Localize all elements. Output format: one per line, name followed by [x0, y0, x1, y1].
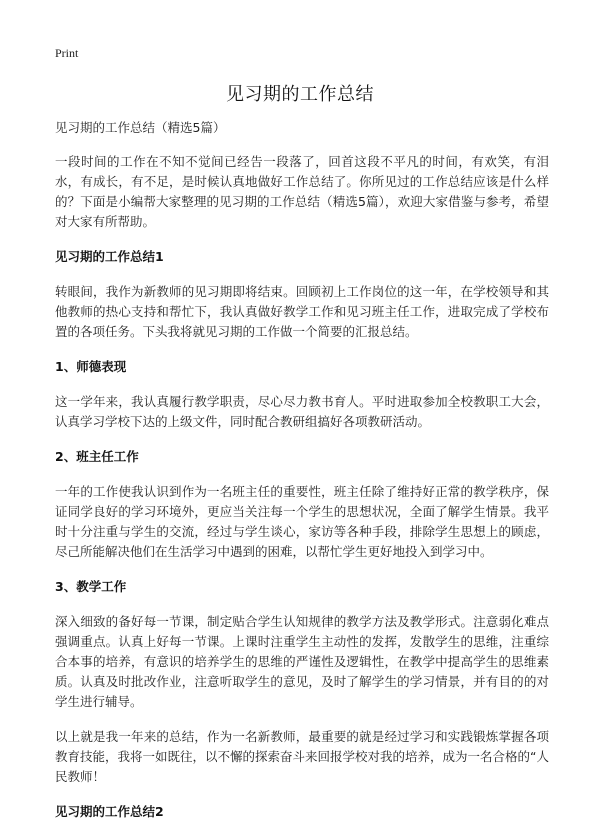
- item-1-heading: 1、师德表现: [55, 359, 127, 374]
- document-subtitle: 见习期的工作总结（精选5篇）: [55, 120, 226, 135]
- print-link[interactable]: Print: [55, 46, 79, 60]
- item-1-text: 这一学年来，我认真履行教学职责，尽心尽力教书育人。平时进取参加全校教职工大会，认真学习学校下达的上级文件，同时配合教研组搞好各项教研活动。: [55, 394, 549, 429]
- intro-paragraph: 一段时间的工作在不知不觉间已经告一段落了，回首这段不平凡的时间，有欢笑，有泪水，有成长，有不足，是时候认真地做好工作总结了。你所见过的工作总结应该是什么样的？下面是小编帮大家整理的见习期的工作总结（精选5篇），欢迎大家借鉴与参考，希望对大家有所帮助。: [55, 154, 549, 229]
- document-title: 见习期的工作总结: [226, 84, 374, 105]
- document-body: [55, 118, 549, 837]
- item-3-heading: 3、教学工作: [55, 579, 127, 594]
- section-1-intro: 转眼间，我作为新教师的见习期即将结束。回顾初上工作岗位的这一年，在学校领导和其他教师的热心支持和帮忙下，我认真做好教学工作和见习班主任工作，进取完成了学校布置的各项任务。下头我将就见习期的工作做一个简要的汇报总结。: [55, 284, 549, 339]
- section-2-heading: 见习期的工作总结2: [55, 804, 164, 819]
- item-2-text: 一年的工作使我认识到作为一名班主任的重要性，班主任除了维持好正常的教学秩序，保证同学良好的学习环境外，更应当关注每一个学生的思想状况，全面了解学生情景。我平时十分注重与学生的交流，经过与学生谈心，家访等各种手段，排除学生思想上的顾虑，尽己所能解决他们在生活学习中遇到的困难，以帮忙学生更好地投入到学习中。: [55, 484, 549, 559]
- item-2-heading: 2、班主任工作: [55, 449, 139, 464]
- closing-paragraph: 以上就是我一年来的总结，作为一名新教师，最重要的就是经过学习和实践锻炼掌握各项教育技能，我将一如既往，以不懈的探索奋斗来回报学校对我的培养，成为一名合格的“人民教师！: [55, 729, 549, 784]
- section-1-heading: 见习期的工作总结1: [55, 249, 164, 264]
- item-3-text: 深入细致的备好每一节课，制定贴合学生认知规律的教学方法及教学形式。注意弱化难点强调重点。认真上好每一节课。上课时注重学生主动性的发挥，发散学生的思维，注重综合本事的培养，有意识的培养学生的思维的严谨性及逻辑性，在教学中提高学生的思维素质。认真及时批改作业，注意听取学生的意见，及时了解学生的学习情景，并有目的的对学生进行辅导。: [55, 614, 549, 709]
